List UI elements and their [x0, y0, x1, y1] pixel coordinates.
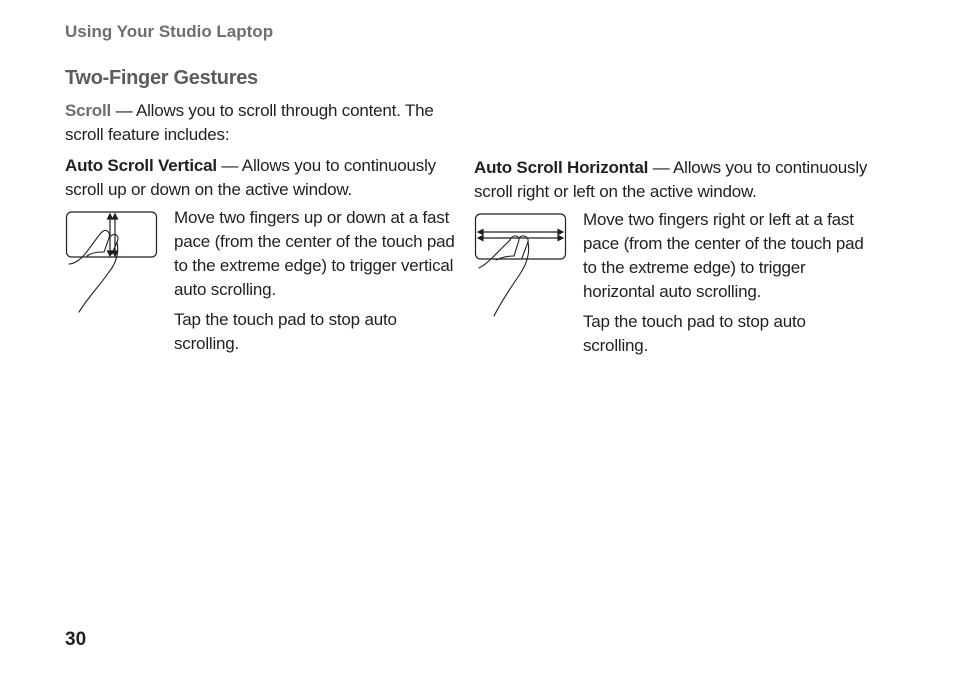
- vertical-instruction: Move two fingers up or down at a fast pace (from the center of the touch pad to the extreme edge) to trigger vertical auto scrolling.: [174, 208, 455, 299]
- vertical-stop-text: Tap the touch pad to stop auto scrolling.: [174, 310, 397, 353]
- auto-scroll-vertical-section: [65, 154, 460, 356]
- auto-scroll-horizontal-section: [474, 156, 869, 358]
- vertical-summary-text: — Allows you to continuously scroll up or down on the active window.: [65, 156, 436, 199]
- horizontal-term: Auto Scroll Horizontal: [474, 158, 649, 177]
- horizontal-detail: [474, 208, 869, 358]
- vertical-term: Auto Scroll Vertical: [65, 156, 217, 175]
- touchpad-horizontal-scroll-icon: [474, 210, 570, 318]
- touchpad-vertical-scroll-icon: [65, 208, 161, 316]
- horizontal-instruction: Move two fingers right or left at a fast pace (from the center of the touch pad to the extreme edge) to trigger horizontal auto scrolling.: [583, 210, 864, 301]
- section-title: Two-Finger Gestures: [65, 67, 258, 89]
- scroll-text: — Allows you to scroll through content. The scroll feature includes:: [65, 101, 434, 144]
- scroll-term: Scroll: [65, 101, 112, 120]
- horizontal-summary-text: — Allows you to continuously scroll right or left on the active window.: [474, 158, 868, 201]
- horizontal-stop-text: Tap the touch pad to stop auto scrolling.: [583, 312, 806, 355]
- vertical-summary: [65, 154, 460, 202]
- vertical-detail: [65, 206, 460, 356]
- horizontal-description: [583, 208, 869, 358]
- page-number: 30: [65, 629, 87, 650]
- scroll-description: [65, 99, 445, 147]
- horizontal-summary: [474, 156, 869, 204]
- running-header: Using Your Studio Laptop: [65, 22, 274, 41]
- vertical-description: [174, 206, 460, 356]
